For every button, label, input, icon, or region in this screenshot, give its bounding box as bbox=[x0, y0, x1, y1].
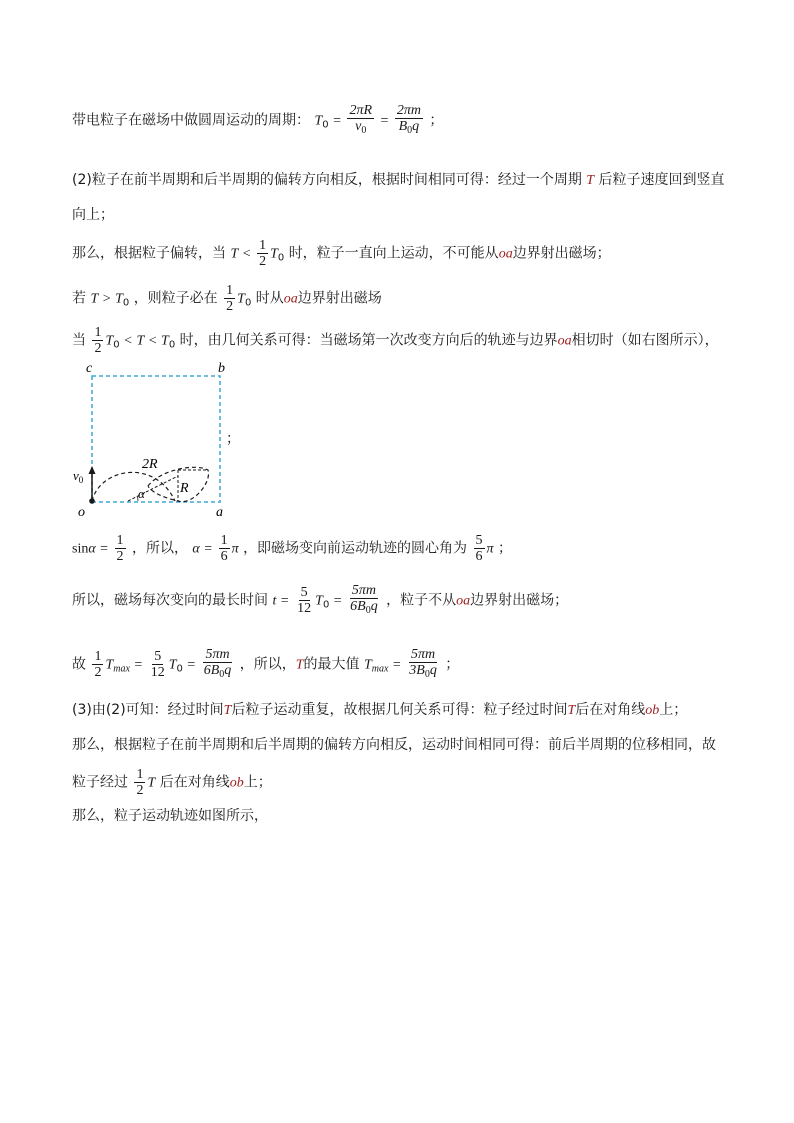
label-R: R bbox=[180, 481, 189, 496]
label-alpha: α bbox=[138, 486, 145, 501]
label-2R: 2R bbox=[142, 457, 158, 472]
arrow-head-icon bbox=[89, 466, 96, 474]
part3-intro-line: (3)由(2)可知：经过时间T后粒子运动重复，故根据几何关系可得：粒子经过时间T后在对角线ob上； bbox=[72, 702, 688, 718]
frac-2piR-v0: $\frac{2\pi R}{v_0}$ bbox=[349, 103, 373, 136]
frac-2pim-B0q: $\frac{2\pi m}{B_0q}$ bbox=[396, 103, 421, 136]
condition-T-greater-line: 若 $T > T_0$ ，则粒子必在 $\frac{1}{2}$ $T_0$ 时从oa边界射出磁场 bbox=[72, 283, 382, 314]
first-arc bbox=[92, 472, 175, 501]
part2-continued-line: 向上； bbox=[72, 207, 114, 223]
corner-label-c: c bbox=[86, 361, 93, 376]
max-time-line: 所以，磁场每次变向的最长时间 t = $\frac{5}{12}$ $T_0$ = $\frac{5\pi m}{6B_0q}$ ，粒子不从oa边界射出磁场； bbox=[72, 583, 569, 616]
condition-T-less-line: 那么，根据粒子偏转，当 T < $\frac{1}{2}$ $T_0$ 时，粒子一直向上运动，不可能从oa边界射出磁场； bbox=[72, 238, 611, 269]
radius-line-2R bbox=[128, 476, 178, 501]
trajectory-caption-line: 那么，粒子运动轨迹如图所示， bbox=[72, 808, 268, 824]
field-boundary bbox=[92, 376, 220, 502]
period-formula-line: 带电粒子在磁场中做圆周运动的周期： $T_0$ = $\frac{2\pi R}{v_0}$ = $\frac{2\pi m}{B_0q}$ ； bbox=[72, 103, 444, 136]
trajectory-diagram bbox=[60, 358, 260, 522]
diagonal-line: 粒子经过 $\frac{1}{2}$ T 后在对角线ob上； bbox=[72, 767, 272, 798]
part2-intro-line: (2)粒子在前半周期和后半周期的偏转方向相反，根据时间相同可得：经过一个周期 T 后粒子速度回到竖直 bbox=[72, 172, 725, 188]
half-period-line: 那么，根据粒子在前半周期和后半周期的偏转方向相反，运动时间相同可得：前后半周期的位移相同，故 bbox=[72, 737, 716, 753]
condition-range-line: 当 $\frac{1}{2}$ $T_0 < T < T_0$ 时，由几何关系可得：当磁场第一次改变方向后的轨迹与边界oa相切时（如右图所示）， bbox=[72, 325, 719, 356]
corner-label-b: b bbox=[218, 361, 225, 376]
v0-label: $v_0$ bbox=[73, 468, 84, 485]
corner-label-a: a bbox=[216, 505, 223, 518]
corner-label-o: o bbox=[78, 505, 85, 518]
sin-alpha-line: sinα = $\frac{1}{2}$ ，所以， α = $\frac{1}{6}$ π ，即磁场变向前运动轨迹的圆心角为 $\frac{5}{6}$ π ； bbox=[72, 533, 512, 564]
diagram-semicolon: ； bbox=[226, 431, 240, 447]
Tmax-line: 故 $\frac{1}{2}$ $T_{max}$ = $\frac{5}{12}$ $T_0$ = $\frac{5\pi m}{6B_0q}$ ，所以，T的最大值 $T_{max}$ = $\frac{5\pi m}{3B_0q}$ ； bbox=[72, 647, 460, 680]
